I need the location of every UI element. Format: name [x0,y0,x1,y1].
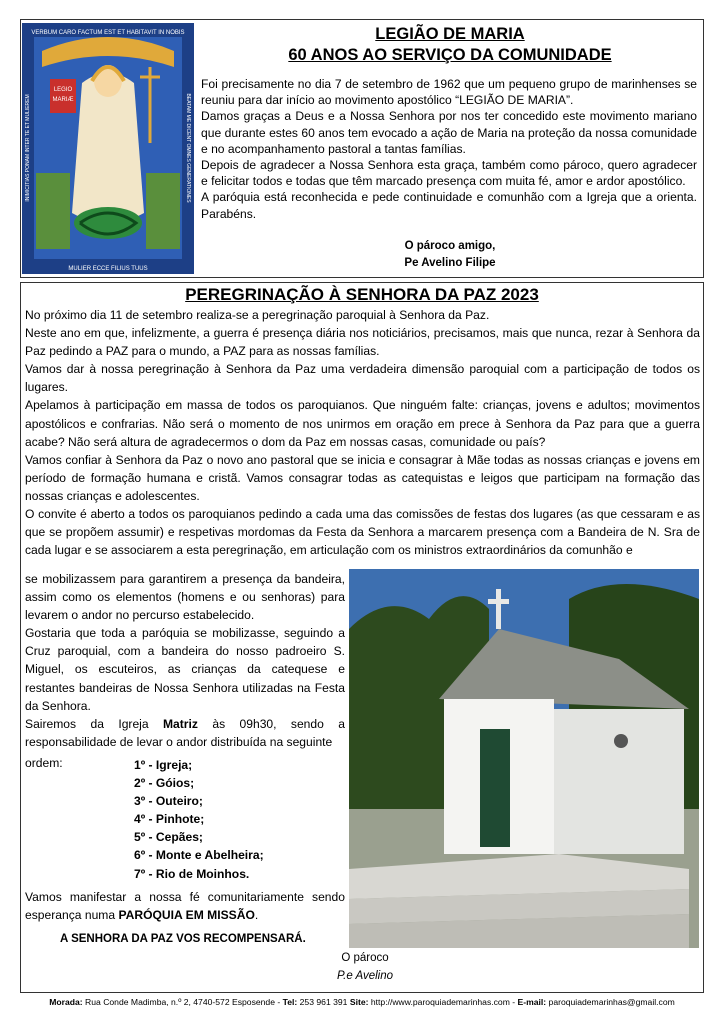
icon-left-text: INIMICITIAS PONAM INTER TE ET MULIEREM [25,94,31,202]
icon-right-text: BEATAM ME DICENT OMNES GENERATIONES [185,93,191,203]
order-item: 3º - Outeiro; [134,794,203,809]
footer-contact-line [20,997,704,1007]
departure-text-before: Sairemos da Igreja [25,716,163,731]
article2-paragraph: No próximo dia 11 de setembro realiza-se a peregrinação paroquial à Senhora da Paz. [25,308,490,322]
footer-address: Rua Conde Madimba, n.º 2, 4740-572 Esposende - [82,997,283,1007]
article1-paragraph: Depois de agradecer a Nossa Senhora esta graça, também como pároco, quero agradecer e felicitar todos e todas que têm marcado presença com muita fé, amor e ardor apostólico. [201,158,697,189]
article2-wrap-body [25,570,345,751]
chapel-photo [349,569,699,948]
departure-paragraph [25,715,345,751]
article1-body [201,76,697,222]
article2-paragraph: Neste ano em que, infelizmente, a guerra é presença diária nos noticiários, precisamos, mais que nunca, rezar à Senhora da Paz pedindo a PAZ para o mundo, a PAZ para as nossas famílias. [25,326,700,359]
banner-text-line1: LEGIO [53,87,73,93]
article1-title-line2: 60 ANOS AO SERVIÇO DA COMUNIDADE [288,46,612,64]
order-label: ordem: [25,756,63,770]
article2-body [25,306,700,559]
article1-paragraph: Foi precisamente no dia 7 de setembro de 1962 que um pequeno grupo de marinhenses se reuniu para dar início ao movimento apostólico “LEGIÃO DE MARIA”. [201,77,697,108]
chapel-side-wall [554,709,684,854]
footer-site[interactable]: http://www.paroquiademarinhas.com - [368,997,518,1007]
recompense-line: A SENHORA DA PAZ VOS RECOMPENSARÁ. [60,933,306,945]
article1-title-line1: LEGIÃO DE MARIA [375,25,525,43]
andor-order-list [134,756,264,883]
order-item: 2º - Góios; [134,776,195,791]
article2-title: PEREGRINAÇÃO À SENHORA DA PAZ 2023 [185,285,539,304]
banner-text-line2: MARIÆ [52,97,74,103]
chapel-door [480,729,510,847]
footer-address-label: Morada: [49,997,83,1007]
article1-paragraph: Damos graças a Deus e a Nossa Senhora por nos ter concedido este movimento mariano que durante estes 60 anos tem evocado a ação de Maria na proteção da nossa comunidade e no acompanhamento pastoral a tantas famílias. [201,109,697,156]
closing-text-after: . [254,908,259,923]
closing-bold: PARÓQUIA EM MISSÃO [118,908,255,923]
article2-signature-line2: P.e Avelino [336,970,394,982]
order-item: 5º - Cepães; [134,830,203,845]
footer-email[interactable]: paroquiademarinhas@gmail.com [546,997,675,1007]
footer-email-label: E-mail: [517,997,547,1007]
icon-bottom-text: MULIER ECCE FILIUS TUUS [68,266,148,272]
left-crowd [36,173,70,249]
order-item: 4º - Pinhote; [134,812,205,827]
article1-signature-line2: Pe Avelino Filipe [404,257,496,269]
order-item: 6º - Monte e Abelheira; [134,848,264,863]
article2-paragraph: Vamos dar à nossa peregrinação à Senhora da Paz uma verdadeira dimensão paroquial com a participação de todos os lugares. [25,362,700,395]
footer-tel: 253 961 391 [297,997,350,1007]
icon-top-text: VERBUM CARO FACTUM EST ET HABITAVIT IN NOBIS [31,30,185,36]
right-crowd [146,173,180,249]
cross-vertical [496,589,501,629]
order-item: 7º - Rio de Moinhos. [134,866,250,881]
chapel-window [614,734,628,748]
cross-horizontal [488,599,509,604]
article2-wrap-paragraph: se mobilizassem para garantirem a presença da bandeira, assim como os elementos (homens e ou senhoras) para levarem o andor no percurso estabelecido. [25,572,345,623]
article2-paragraph: Vamos confiar à Senhora da Paz o novo ano pastoral que se inicia e consagrar à Mãe todas as nossas crianças e jovens em período de formação humana e cristã. Vamos consagrar todas as catequistas e leigos que participam na formação das nossas crianças e adolescentes. [25,452,700,503]
order-item: 1º - Igreja; [134,758,193,772]
article2-paragraph: Apelamos à participação em massa de todos os paroquianos. Que ninguém falte: crianças, jovens e adultos; movimentos apostólicos e confrarias. Não será o momento de nos unirmos em oração em prece à Senhora da Paz para que a guerra acabe? Não será altura de agradecermos o dom da Paz em nossas casas, comunidade ou país? [25,398,700,449]
closing-paragraph [25,888,345,924]
closing-text-before: Vamos manifestar a nossa fé comunitariamente sendo esperança numa [25,890,345,923]
article2-paragraph: O convite é aberto a todos os paroquianos pedindo a cada uma das comissões de festas dos lugares (as que cessaram e as que se propõem assumir) e respetivas mordomas da Festa da Senhora a marcarem presença com a Bandeira de N. Sra de cada lugar e se associarem a esta peregrinação, em articulação com os ministros extraordinários da comunhão e [25,507,700,558]
departure-text-after: às 09h30, sendo a responsabilidade de levar o andor distribuída na seguinte [25,716,345,749]
article1-paragraph: A paróquia está reconhecida e pede continuidade e comunhão com a Igreja que a orienta. Parabéns. [201,190,697,221]
article2-signature-line1: O pároco [341,952,389,964]
article1-signature-line1: O pároco amigo, [404,240,496,252]
legio-mariae-icon-image [22,23,194,274]
footer-tel-label: Tel: [282,997,298,1007]
footer-site-label: Site: [349,997,369,1007]
article2-wrap-paragraph: Gostaria que toda a paróquia se mobilizasse, seguindo a Cruz paroquial, com a bandeira do nosso padroeiro S. Miguel, os escuteiros, as crianças da catequese e restantes bandeiras de Nossa Senhora utilizadas na Festa da Senhora. [25,626,345,713]
banner-shape [50,79,76,113]
departure-matriz: Matriz [162,716,198,731]
